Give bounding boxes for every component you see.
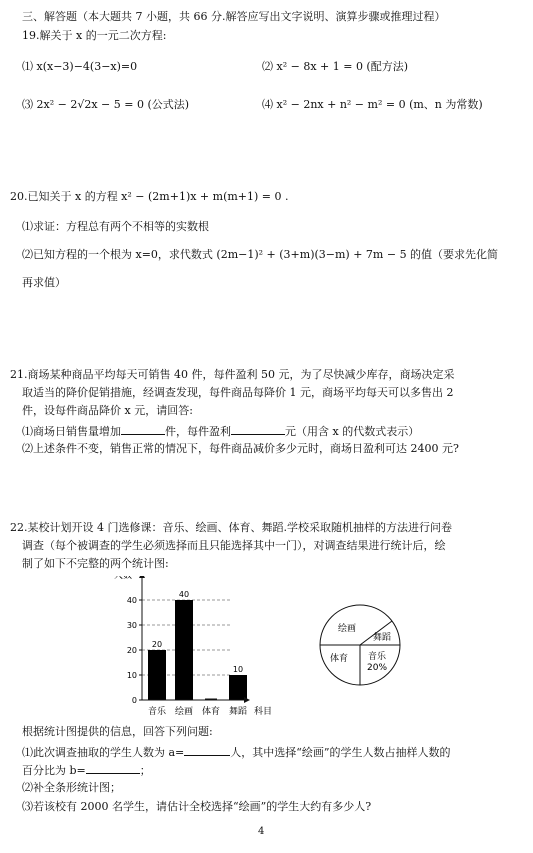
q21-line1: 21.商场某种商品平均每天可销售 40 件，每件盈利 50 元，为了尽快减少库存，商场决定采 — [10, 368, 455, 381]
pie-label-dance: 舞蹈 — [373, 633, 392, 643]
q21-part2: ⑵上述条件不变，销售正常的情况下，每件商品减价多少元时，商场日盈利可达 2400 元? — [22, 442, 459, 455]
q22-part1-cont — [22, 762, 151, 778]
bar-data-label: 40 — [178, 590, 190, 599]
q19-stem: 19.解关于 x 的一元二次方程: — [22, 29, 167, 42]
q22-blank-a[interactable] — [184, 744, 230, 756]
y-tick-label: 20 — [126, 646, 137, 655]
q19-part2: ⑵ x² − 8x + 1 = 0 (配方法) — [262, 60, 409, 73]
q20-part2-cont: 再求值） — [22, 276, 66, 289]
x-axis-label: 科目 — [254, 707, 273, 717]
bar-chart — [100, 576, 300, 724]
q21-line3: 件，设每件商品降价 x 元，请回答: — [22, 404, 193, 417]
q22-line3: 制了如下不完整的两个统计图: — [22, 557, 169, 570]
page-number: 4 — [258, 826, 265, 837]
y-axis-arrow — [139, 576, 145, 578]
q22-part1-text-a: ⑴此次调查抽取的学生人数为 a= — [22, 746, 185, 759]
pie-label-music: 音乐 — [368, 652, 387, 662]
q21-part1 — [22, 423, 419, 439]
q22-after-chart: 根据统计图提供的信息，回答下列问题: — [22, 725, 213, 738]
pie-chart — [318, 603, 402, 687]
q19-part3: ⑶ 2x² − 2√2x − 5 = 0 (公式法) — [22, 98, 190, 111]
bar-chart-svg — [100, 576, 300, 724]
pie-chart-svg — [318, 603, 402, 687]
x-category-label: 音乐 — [147, 707, 167, 717]
q22-blank-b[interactable] — [86, 762, 140, 774]
q21-line2: 取适当的降价促销措施，经调查发现，每件商品每降价 1 元，商场平均每天可以多售出 2 — [22, 386, 454, 399]
section-header: 三、解答题（本大题共 7 小题，共 66 分.解答应写出文字说明、演算步骤或推理过程） — [22, 10, 446, 23]
q22-part1-text-c: 百分比为 b= — [22, 764, 86, 777]
bar-音乐 — [148, 650, 166, 700]
q22-part1-text-b: 人，其中选择“绘画”的学生人数占抽样人数的 — [230, 746, 451, 759]
q19-part1: ⑴ x(x−3)−4(3−x)=0 — [22, 60, 138, 73]
bar-data-label: 10 — [232, 665, 244, 674]
y-tick-label: 10 — [126, 671, 137, 680]
pie-label-music-percent: 20% — [367, 663, 388, 673]
y-tick-label: 40 — [126, 596, 137, 605]
q22-line1: 22.某校计划开设 4 门选修课：音乐、绘画、体育、舞蹈.学校采取随机抽样的方法进行问卷 — [10, 521, 452, 534]
bar-绘画 — [175, 600, 193, 700]
y-tick-label: 0 — [131, 696, 137, 705]
x-category-label: 体育 — [201, 707, 221, 717]
q21-part1-text-b: 件，每件盈利 — [165, 425, 231, 438]
x-category-label: 绘画 — [174, 707, 194, 717]
pie-label-sports: 体育 — [330, 654, 349, 664]
q22-line2: 调查（每个被调查的学生必须选择而且只能选择其中一门），对调查结果进行统计后，绘 — [22, 539, 446, 552]
q21-blank-increase[interactable] — [121, 423, 165, 435]
y-axis-label: 人数 — [114, 576, 133, 581]
bar-舞蹈 — [229, 675, 247, 700]
q21-blank-profit[interactable] — [231, 423, 285, 435]
q20-stem: 20.已知关于 x 的方程 x² − (2m+1)x + m(m+1) = 0 . — [10, 190, 289, 203]
q21-part1-text-c: 元（用含 x 的代数式表示） — [285, 425, 420, 438]
q22-part2: ⑵补全条形统计图； — [22, 781, 121, 794]
q22-part3: ⑶若该校有 2000 名学生，请估计全校选择“绘画”的学生大约有多少人? — [22, 800, 372, 813]
q19-part4: ⑷ x² − 2nx + n² − m² = 0 (m、n 为常数) — [262, 98, 483, 111]
q21-part1-text-a: ⑴商场日销售量增加 — [22, 425, 121, 438]
q22-part1-text-d: ； — [139, 764, 151, 777]
y-tick-label: 30 — [126, 621, 137, 630]
pie-label-painting: 绘画 — [338, 624, 357, 634]
bar-data-label: 20 — [151, 640, 163, 649]
q20-part1: ⑴求证：方程总有两个不相等的实数根 — [22, 220, 209, 233]
q22-part1 — [22, 744, 451, 760]
q20-part2: ⑵已知方程的一个根为 x=0，求代数式 (2m−1)² + (3+m)(3−m) + 7m − 5 的值（要求先化简 — [22, 248, 499, 261]
x-category-label: 舞蹈 — [228, 707, 248, 717]
